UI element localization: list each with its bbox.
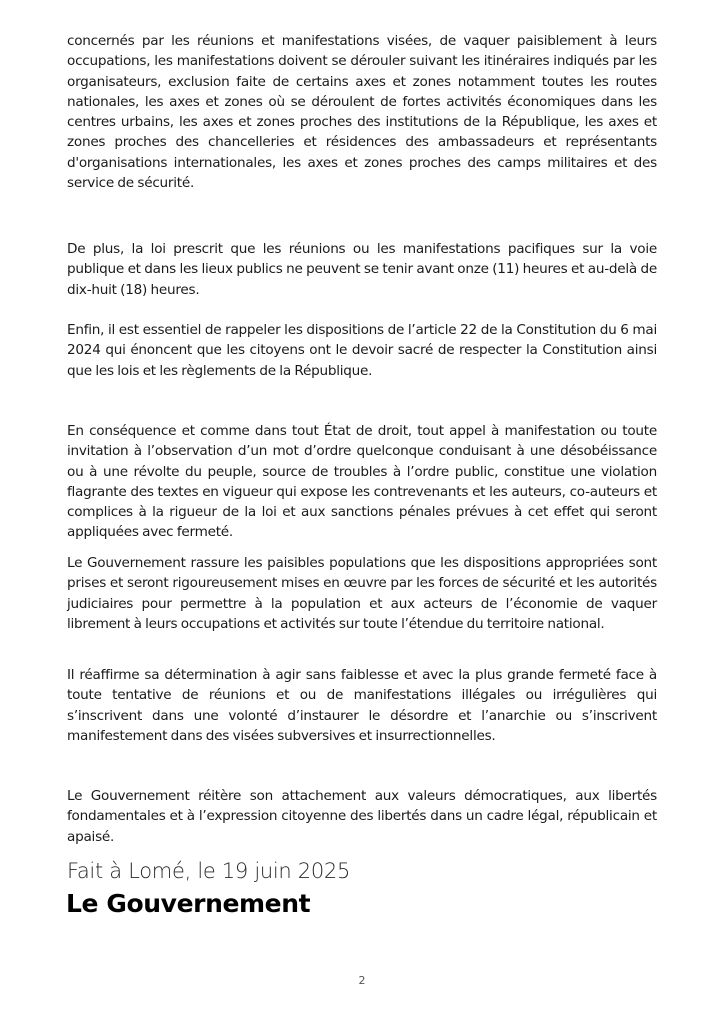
paragraph-gathering-routes: concernés par les réunions et manifestations visées, de vaquer paisiblement à leurs occupations, les manifestations doivent se dérouler suivant les itinéraires indiqués par les organisateurs, exclusion faite de certains axes et zones notamment toutes les routes nationales, les axes et zones où se déroulent de fortes activités économiques dans les centres urbains, les axes et zones proches des institutions de la République, les axes et zones proches des chancelleries et résidences des ambassadeurs et représentants d'organisations internationales, les axes et zones proches des camps militaires et des service de sécurité.	[67, 33, 657, 192]
paragraph-constitution-article: Enfin, il est essentiel de rappeler les dispositions de l’article 22 de la Constitution du 6 mai 2024 qui énoncent que les citoyens ont le devoir sacré de respecter la Constitution ainsi que les lois et les règlements de la République.	[67, 322, 657, 379]
paragraph-hours-restriction: De plus, la loi prescrit que les réunions ou les manifestations pacifiques sur la voie publique et dans les lieux publics ne peuvent se tenir avant onze (11) heures et au-delà de dix-huit (18) heures.	[67, 241, 657, 298]
page-number: 2	[358, 974, 366, 987]
signature-place-date: Fait à Lomé, le 19 juin 2025	[67, 859, 351, 883]
paragraph-democratic-values: Le Gouvernement réitère son attachement aux valeurs démocratiques, aux libertés fondamentales et à l’expression citoyenne des libertés dans un cadre légal, républicain et apaisé.	[67, 788, 657, 845]
paragraph-consequences: En conséquence et comme dans tout État de droit, tout appel à manifestation ou toute invitation à l’observation d’un mot d’ordre quelconque conduisant à une désobéissance ou à une révolte du peuple, source de troubles à l’ordre public, constitue une violation flagrante des textes en vigueur qui expose les contrevenants et les auteurs, co-auteurs et complices à la rigueur de la loi et aux sanctions pénales prévues à cet effet qui seront appliquées avec fermeté.	[67, 423, 657, 541]
signature-name: Le Gouvernement	[66, 889, 311, 918]
paragraph-determination: Il réaffirme sa détermination à agir sans faiblesse et avec la plus grande fermeté face à toute tentative de réunions et ou de manifestations illégales ou irrégulières qui s’inscrivent dans une volonté d’instaurer le désordre et l’anarchie ou s’inscrivent manifestement dans des visées subversives et insurrectionnelles.	[67, 667, 657, 744]
paragraph-reassurance: Le Gouvernement rassure les paisibles populations que les dispositions appropriées sont prises et seront rigoureusement mises en œuvre par les forces de sécurité et les autorités judiciaires pour permettre à la population et aux acteurs de l’économie de vaquer librement à leurs occupations et activités sur toute l’étendue du territoire national.	[67, 555, 657, 632]
